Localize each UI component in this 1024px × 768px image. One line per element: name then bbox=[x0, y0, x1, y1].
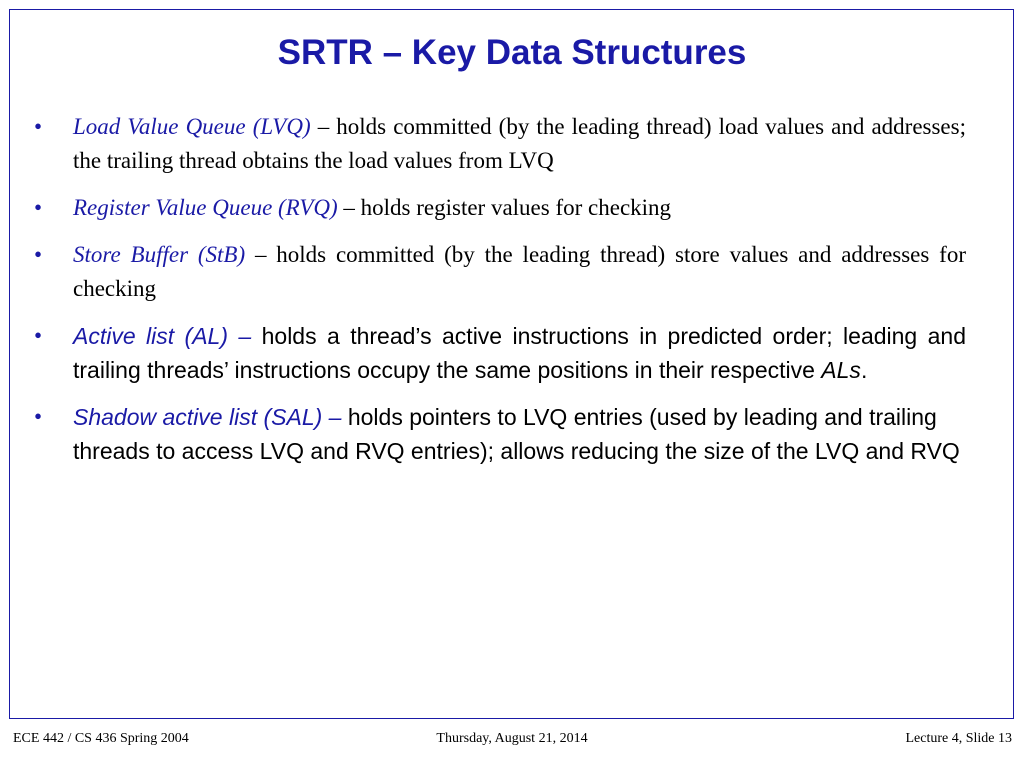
bullet-term: Active list (AL) – bbox=[73, 323, 252, 349]
bullet-sal bbox=[28, 400, 966, 468]
footer-course: ECE 442 / CS 436 Spring 2004 bbox=[13, 731, 189, 746]
footer-slide-number: Lecture 4, Slide 13 bbox=[905, 731, 1012, 746]
bullet-text: – holds committed (by the leading thread) store values and addresses for checking bbox=[73, 242, 966, 301]
bullet-dot: • bbox=[34, 404, 43, 429]
bullet-dot: • bbox=[34, 195, 43, 220]
bullet-lvq bbox=[28, 110, 966, 178]
bullet-text: holds a thread’s active instructions in predicted order; leading and trailing threads’ instructions occupy the same positions in their respective bbox=[73, 323, 966, 383]
bullet-rvq bbox=[28, 191, 966, 225]
bullet-term: Store Buffer (StB) bbox=[73, 242, 246, 267]
bullet-term: Register Value Queue (RVQ) bbox=[73, 195, 338, 220]
bullet-stb bbox=[28, 238, 966, 306]
slide-title: SRTR – Key Data Structures bbox=[277, 33, 747, 72]
bullet-text: – holds committed (by the leading thread) load values and addresses; the trailing thread obtains the load values from LVQ bbox=[73, 114, 966, 173]
bullet-list bbox=[28, 110, 966, 481]
bullet-al bbox=[28, 319, 966, 387]
bullet-text: – holds register values for checking bbox=[337, 195, 672, 220]
bullet-emphasis: ALs bbox=[821, 357, 861, 383]
bullet-text: holds pointers to LVQ entries (used by leading and trailing threads to access LVQ and RVQ entries); allows reducing the size of the LVQ and RVQ bbox=[73, 404, 960, 464]
footer-date: Thursday, August 21, 2014 bbox=[436, 731, 588, 746]
bullet-dot: • bbox=[34, 242, 43, 267]
bullet-dot: • bbox=[34, 323, 43, 348]
bullet-dot: • bbox=[34, 114, 43, 139]
bullet-term: Load Value Queue (LVQ) bbox=[73, 114, 311, 139]
bullet-term: Shadow active list (SAL) – bbox=[73, 404, 342, 430]
bullet-tail: . bbox=[860, 357, 868, 383]
